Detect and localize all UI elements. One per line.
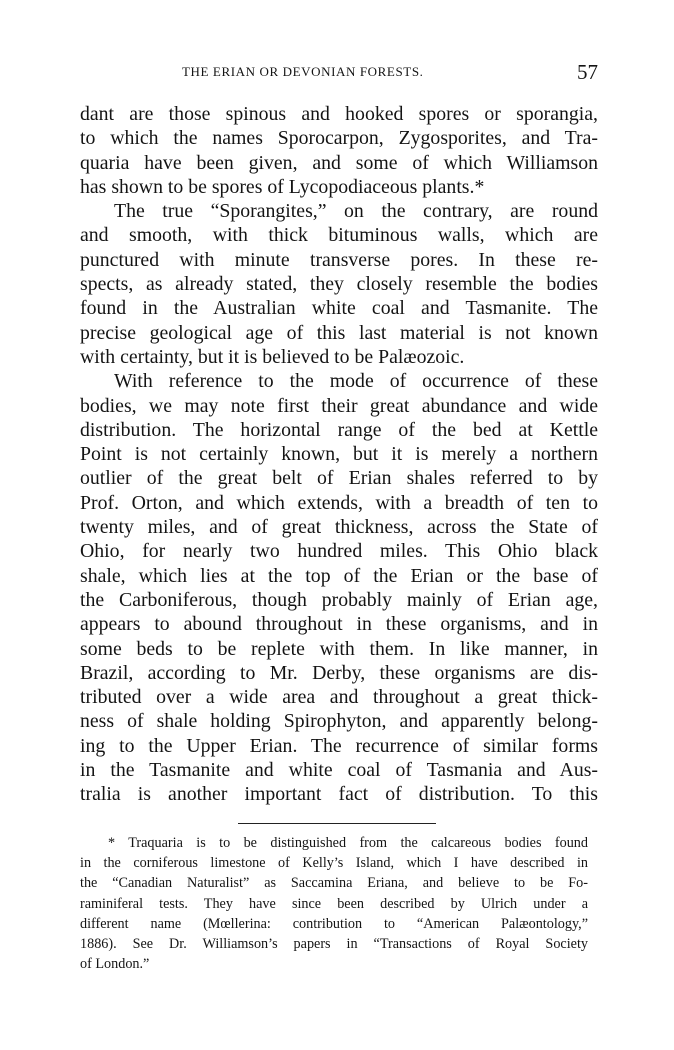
footnote xyxy=(80,833,588,974)
text-line: with certainty, but it is believed to be Palæozoic. xyxy=(80,345,465,368)
text-line: the Carboniferous, though probably mainly of Erian age, xyxy=(80,588,598,611)
text-line: twenty miles, and of great thickness, across the State of xyxy=(80,516,598,539)
footnote-divider xyxy=(238,823,436,824)
footnote-line: of London.” xyxy=(80,956,150,973)
text-line: to which the names Sporocarpon, Zygosporites, and Tra- xyxy=(80,127,598,150)
text-line: punctured with minute transverse pores. In these re- xyxy=(80,248,598,271)
footnote-line: raminiferal tests. They have since been described by Ulrich under a xyxy=(80,895,588,912)
text-line: found in the Australian white coal and Tasmanite. The xyxy=(80,297,598,320)
text-line: ness of shale holding Spirophyton, and apparently belong- xyxy=(80,710,598,733)
text-line: Prof. Orton, and which extends, with a breadth of ten to xyxy=(80,491,598,514)
text-line: has shown to be spores of Lycopodiaceous plants.* xyxy=(80,175,485,198)
body-text xyxy=(80,102,598,807)
text-line: precise geological age of this last material is not known xyxy=(80,321,598,344)
text-line: outlier of the great belt of Erian shales referred to by xyxy=(80,467,598,490)
footnote-line: the “Canadian Naturalist” as Saccamina Eriana, and believe to be Fo- xyxy=(80,875,588,892)
text-line: dant are those spinous and hooked spores or sporangia, xyxy=(80,103,598,125)
text-line: With reference to the mode of occurrence of these xyxy=(114,370,598,393)
text-line: tralia is another important fact of distribution. To this xyxy=(80,783,598,806)
running-head xyxy=(80,60,598,90)
page-number: 57 xyxy=(577,60,598,84)
footnote-line: in the corniferous limestone of Kelly’s Island, which I have described in xyxy=(80,855,588,872)
text-line: appears to abound throughout in these organisms, and in xyxy=(80,613,598,636)
text-line: in the Tasmanite and white coal of Tasmania and Aus- xyxy=(80,759,598,782)
text-line: Ohio, for nearly two hundred miles. This Ohio black xyxy=(80,540,598,563)
footnote-line: 1886). See Dr. Williamson’s papers in “Transactions of Royal Society xyxy=(80,935,588,952)
text-line: Point is not certainly known, but it is merely a northern xyxy=(80,443,598,466)
text-line: shale, which lies at the top of the Erian or the base of xyxy=(80,564,598,587)
text-line: some beds to be replete with them. In like manner, in xyxy=(80,637,598,660)
text-line: bodies, we may note first their great abundance and wide xyxy=(80,394,598,417)
footnote-line: different name (Mœllerina: contribution to “American Palæontology,” xyxy=(80,915,588,932)
text-line: tributed over a wide area and throughout a great thick- xyxy=(80,686,598,709)
text-line: and smooth, with thick bituminous walls, which are xyxy=(80,224,598,247)
text-line: quaria have been given, and some of which Williamson xyxy=(80,151,598,174)
text-line: ing to the Upper Erian. The recurrence of similar forms xyxy=(80,734,598,757)
text-line: distribution. The horizontal range of the bed at Kettle xyxy=(80,418,598,441)
text-line: The true “Sporangites,” on the contrary, are round xyxy=(114,200,598,223)
text-line: Brazil, according to Mr. Derby, these organisms are dis- xyxy=(80,661,598,684)
running-title: THE ERIAN OR DEVONIAN FORESTS. xyxy=(182,64,424,79)
footnote-line: * Traquaria is to be distinguished from the calcareous bodies found xyxy=(108,835,588,851)
text-line: spects, as already stated, they closely resemble the bodies xyxy=(80,273,598,296)
